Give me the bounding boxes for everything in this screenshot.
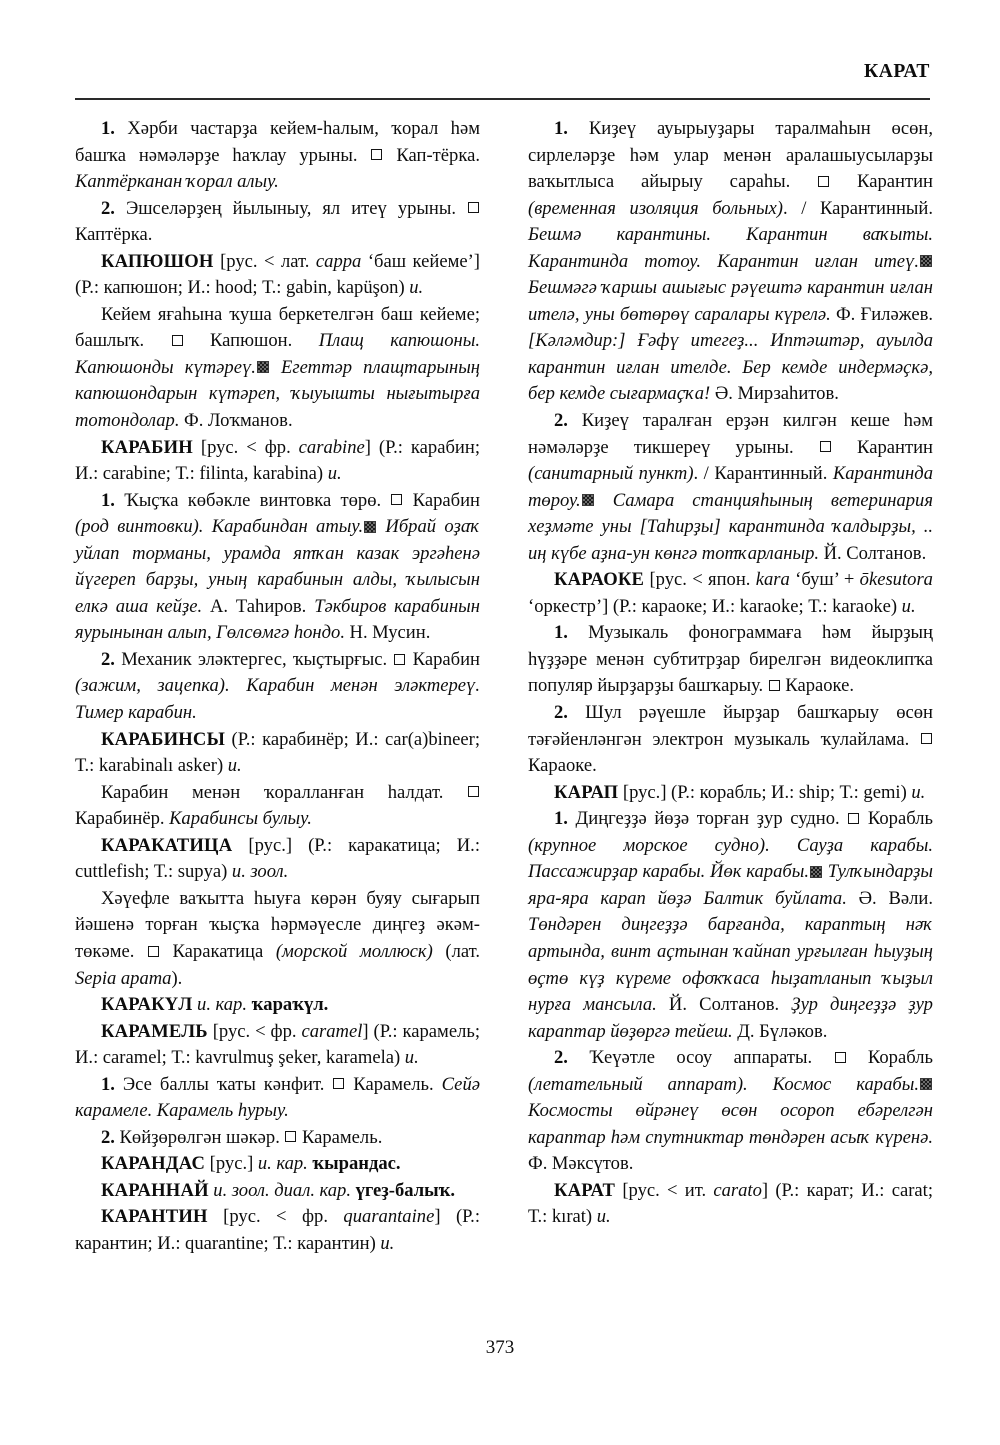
- entry-italic-text: Самара станцияһының ветеринария хеҙмәте уны [Таһирҙы] карантинда ҡалдырҙы, .. иң күбе аҙна-ун көнгә тотҡарланыр.: [528, 489, 933, 564]
- entry-text: ] (Р.: карабин; И.: carabine; Т.: filinta, karabina): [75, 436, 480, 485]
- dictionary-entry: [75, 727, 480, 780]
- entry-text: А. Таһиров.: [202, 595, 315, 617]
- entry-text: Н. Мусин.: [345, 622, 431, 644]
- open-square-marker-icon: [172, 335, 183, 346]
- right-column: [528, 116, 933, 1258]
- entry-text: Механик эләктергес, ҡыҫтырғыс.: [114, 648, 394, 670]
- entry-text: . / Карантинный.: [693, 463, 833, 485]
- entry-text: [рус. < фр.: [207, 1206, 344, 1228]
- running-head-title: КАРАТ: [863, 61, 930, 82]
- entry-text: Ф. Мәксүтов.: [528, 1153, 634, 1175]
- entry-text: Корабль: [860, 808, 933, 830]
- entry-italic-text: carabine: [298, 436, 365, 458]
- entry-italic-text: (временная изоляция больных): [528, 197, 783, 219]
- left-column: [75, 116, 480, 1258]
- sense-number: 2.: [101, 648, 115, 670]
- entry-text: Капюшон.: [183, 330, 319, 352]
- entry-italic-text: (морской моллюск): [275, 940, 433, 962]
- dictionary-sense: [75, 1125, 480, 1152]
- entry-headword: КАРАКАТИЦА: [101, 834, 233, 856]
- entry-headword: КАРАНДАС: [101, 1153, 206, 1175]
- entry-text: Көйҙөрөлгән шәкәр.: [114, 1126, 285, 1148]
- entry-italic-text: и.: [596, 1206, 611, 1228]
- open-square-marker-icon: [394, 654, 405, 665]
- sense-number: 1.: [554, 808, 568, 830]
- entry-italic-text: и.: [911, 781, 926, 803]
- entry-text: Киҙеү таралған ерҙән килгән кеше һәм нәмәләрҙе тикшереү урыны.: [528, 410, 933, 458]
- entry-italic-text: Космосты өйрәнеү өсөн осороп ебәрелгән караптар һәм спутниктар төндәрен асыҡ күренә.: [528, 1100, 933, 1148]
- entry-headword: КАРАБИНСЫ: [101, 728, 226, 750]
- dictionary-sense: [75, 886, 480, 992]
- entry-italic-text: (крупное морское судно). Сауҙа карабы. Пассажирҙар карабы. Йөк карабы.: [528, 834, 933, 883]
- entry-italic-text: и. кар.: [192, 994, 252, 1016]
- open-square-marker-icon: [468, 786, 479, 797]
- entry-text: Ф. Ғиләжев.: [830, 303, 934, 325]
- dictionary-entry: [528, 567, 933, 620]
- sense-number: 2.: [554, 702, 568, 724]
- dictionary-sense: [75, 1072, 480, 1125]
- dictionary-sense: [75, 116, 480, 196]
- entry-italic-text: Төндәрен диңгеҙҙә барғанда, караптың нәҡ артында, винт аҫтынан ҡайнап урғылған һыуҙың өҫтө күҙ күреме офоҡҡаса һыҙатланып ҡыҙыл нурға мансыла.: [528, 914, 933, 1016]
- entry-italic-text: Плащ капюшоны. Капюшонды күтәреү.: [75, 330, 480, 378]
- entry-italic-text: Тулҡындарҙы яра-яра карап йөҙә Балтик буйлата.: [528, 861, 933, 909]
- dictionary-sense: [528, 620, 933, 700]
- entry-italic-text: Сейә карамеле. Карамель һурыу.: [75, 1073, 480, 1122]
- entry-text: [рус. < ит.: [615, 1179, 714, 1201]
- entry-text: ] (Р.: карамель; И.: caramel; Т.: kavrulmuş şeker, karamela): [75, 1020, 480, 1069]
- entry-text: . / Карантинный.: [782, 197, 933, 219]
- entry-text: [рус.] (Р.: корабль; И.: ship; Т.: gemi): [618, 781, 912, 803]
- entry-headword: КАРАМЕЛЬ: [101, 1020, 208, 1042]
- filled-square-marker-icon: [257, 361, 269, 373]
- open-square-marker-icon: [818, 176, 829, 187]
- entry-text: Хәүефле ваҡытта һыуға көрән буяу сығарып йәшенә торған ҡыҫҡа һәрмәүесле диңгеҙ әкәм-төкәме.: [75, 887, 480, 962]
- dictionary-entry: [75, 992, 480, 1019]
- dictionary-entry: [75, 1178, 480, 1205]
- entry-italic-text: Каптёрканан ҡорал алыу.: [75, 171, 279, 193]
- entry-italic-text: Бешмә карантины. Карантин ваҡыты. Карантинда тотоу. Карантин иғлан итеү.: [528, 224, 933, 272]
- entry-headword: КАРАНТИН: [101, 1206, 208, 1228]
- entry-italic-text: и.: [901, 595, 916, 617]
- sense-number: 1.: [554, 622, 568, 644]
- entry-italic-text: Егеттәр плащтарының капюшондарын күтәреп, ҡыуышты нығытырға тотондолар.: [75, 356, 481, 432]
- filled-square-marker-icon: [920, 1078, 932, 1090]
- dictionary-entry: [528, 780, 933, 807]
- running-head: [75, 60, 930, 102]
- entry-headword: КАРАП: [554, 781, 619, 803]
- entry-italic-text: Sepia apama: [75, 967, 172, 989]
- entry-italic-text: и.: [404, 1047, 419, 1069]
- dictionary-sense: [528, 806, 933, 1045]
- entry-text: ‘оркестр’] (Р.: караоке; И.: karaoke; Т.: karaoke): [528, 595, 902, 617]
- entry-headword: КАРАТ: [554, 1179, 616, 1201]
- dictionary-entry: [75, 249, 480, 302]
- entry-headword: КАРАКҮЛ: [101, 994, 193, 1016]
- entry-text: Карантин: [831, 436, 933, 458]
- entry-text: ).: [171, 967, 183, 989]
- entry-text: Карабин менән ҡоралланған һалдат.: [101, 781, 467, 803]
- filled-square-marker-icon: [582, 494, 594, 506]
- entry-text: Караоке.: [780, 675, 855, 697]
- entry-italic-text: (санитарный пункт): [528, 463, 694, 485]
- entry-italic-text: (зажим, зацепка). Карабин менән эләктереү. Тимер карабин.: [75, 675, 480, 724]
- entry-text: Карамель.: [297, 1126, 383, 1148]
- entry-bold-reference: ҡырандас.: [312, 1153, 401, 1175]
- entry-headword: КАРАБИН: [101, 436, 193, 458]
- entry-text: ‘баш кейеме’] (Р.: капюшон; И.: hood; Т.: gabin, kapüşon): [75, 250, 480, 299]
- entry-italic-text: Ибрай оҙаҡ уйлап торманы, урамда ятҡан казак эргәһенә йүгереп барҙы, уның карабинын алды, ҡылысын елкә аша кейҙе.: [75, 516, 480, 617]
- entry-text: Ә. Вәли.: [846, 887, 933, 909]
- entry-italic-text: ōkesutora: [859, 569, 933, 591]
- sense-number: 1.: [101, 118, 115, 139]
- entry-italic-text: Бешмәгә ҡаршы ашығыс рәүештә карантин иғлан ителә, уны бөтөрөү саралары күрелә.: [528, 277, 933, 325]
- entry-text: (Р.: карабинёр; И.: car(a)bineer; Т.: karabinalı asker): [75, 728, 480, 777]
- sense-number: 1.: [101, 489, 115, 511]
- entry-text: [рус. < фр.: [207, 1020, 302, 1042]
- open-square-marker-icon: [148, 946, 159, 957]
- entry-text: Диңгеҙҙә йөҙә торған ҙур судно.: [567, 808, 848, 830]
- open-square-marker-icon: [333, 1078, 344, 1089]
- entry-italic-text: и.: [327, 463, 342, 485]
- open-square-marker-icon: [921, 733, 932, 744]
- dictionary-sense: [75, 196, 480, 249]
- entry-italic-text: kara: [755, 569, 790, 591]
- entry-italic-text: Ҙур диңгеҙҙә ҙур караптар йөҙөргә тейеш.: [528, 994, 933, 1042]
- entry-text: Киҙеү ауырыуҙары таралмаһын өсөн, сирлеләрҙе һәм улар менән аралашыусыларҙы ваҡытлыса айырыу сараһы.: [528, 118, 933, 193]
- entry-text: [рус.] (Р.: каракатица; И.: cuttlefish; Т.: supya): [75, 834, 480, 883]
- entry-italic-text: Карабинсы булыу.: [169, 808, 312, 830]
- entry-text: Шул рәүешле йырҙар башҡарыу өсөн тәғәйенләнгән электрон музыкаль ҡулайлама.: [528, 702, 933, 750]
- filled-square-marker-icon: [364, 521, 376, 533]
- dictionary-entry: [75, 435, 480, 488]
- entry-text: Й. Солтанов.: [656, 994, 792, 1016]
- entry-text: ‘буш’ +: [789, 569, 860, 591]
- entry-text: ] (Р.: карат; И.: carat; Т.: kırat): [528, 1179, 933, 1228]
- entry-italic-text: cappa: [315, 250, 362, 272]
- open-square-marker-icon: [391, 494, 402, 505]
- entry-headword: КАРАННАЙ: [101, 1179, 209, 1201]
- two-column-body: [75, 116, 933, 1258]
- entry-text: Эшселәрҙең йылыныу, ял итеү урыны.: [114, 197, 467, 219]
- dictionary-entry: [75, 1204, 480, 1257]
- entry-text: Кап-тёрка.: [383, 144, 481, 166]
- entry-bold-reference: ҡараҡүл.: [251, 994, 329, 1016]
- dictionary-entry: [528, 1178, 933, 1231]
- entry-text: Каптёрка.: [75, 224, 153, 246]
- entry-italic-text: quarantaine: [343, 1206, 435, 1228]
- dictionary-entry: [75, 1151, 480, 1178]
- entry-text: [рус. < фр.: [192, 436, 299, 458]
- entry-italic-text: (летательный аппарат). Космос карабы.: [528, 1073, 919, 1095]
- entry-text: ] (Р.: карантин; И.: quarantine; Т.: карантин): [75, 1206, 480, 1254]
- dictionary-sense: [528, 116, 933, 408]
- open-square-marker-icon: [371, 149, 382, 160]
- entry-text: Карабин: [406, 648, 480, 670]
- dictionary-sense: [75, 302, 480, 435]
- entry-text: Карамель.: [345, 1073, 442, 1095]
- dictionary-sense: [528, 700, 933, 780]
- entry-text: [рус. < япон.: [644, 569, 756, 591]
- dictionary-sense: [75, 647, 480, 727]
- page-number: 373: [485, 1337, 515, 1358]
- entry-text: Хәрби частарҙа кейем-һалым, ҡорал һәм башҡа нәмәләрҙе һаҡлау урыны.: [75, 118, 480, 166]
- entry-text: Эсе баллы ҡаты кәнфит.: [114, 1073, 333, 1095]
- dictionary-sense: [75, 780, 480, 833]
- entry-italic-text: [Кәләмдир:] Ғәфү итегеҙ... Иптәштәр, ауылда карантин иғлан ителде. Бер кемде индермәҫкә, бер кемде сығармаҫҡа!: [528, 330, 933, 405]
- entry-text: Ҡыҫҡа көбәкле винтовка төрө.: [114, 489, 391, 511]
- entry-italic-text: carato: [713, 1179, 762, 1201]
- dictionary-sense: [528, 1045, 933, 1178]
- open-square-marker-icon: [835, 1052, 846, 1063]
- filled-square-marker-icon: [810, 866, 822, 878]
- header-rule: [75, 98, 930, 100]
- entry-text: Корабль: [846, 1047, 933, 1069]
- entry-italic-text: и.: [227, 755, 242, 777]
- entry-italic-text: (род винтовки). Карабиндан атыу.: [75, 516, 364, 538]
- dictionary-sense: [528, 408, 933, 567]
- sense-number: 1.: [101, 1073, 115, 1095]
- entry-text: Карабинёр.: [75, 808, 170, 830]
- entry-text: Ә. Мирзаһитов.: [710, 383, 839, 405]
- entry-italic-text: и.: [380, 1232, 395, 1254]
- entry-italic-text: Карантинда төроу.: [528, 463, 933, 511]
- entry-text: Музыкаль фонограммаға һәм йырҙың һүҙҙәре менән субтитрҙар бирелгән видеоклипҡа популяр йырҙарҙы башҡарыу.: [528, 622, 933, 697]
- entry-text: Й. Солтанов.: [819, 542, 927, 564]
- sense-number: 2.: [554, 410, 568, 432]
- open-square-marker-icon: [769, 680, 780, 691]
- sense-number: 2.: [101, 197, 115, 219]
- sense-number: 2.: [101, 1126, 115, 1148]
- entry-italic-text: caramel: [301, 1020, 363, 1042]
- entry-text: [рус.]: [205, 1153, 258, 1175]
- dictionary-entry: [75, 1019, 480, 1072]
- entry-italic-text: и. кар.: [257, 1153, 313, 1175]
- entry-headword: КАРАОКЕ: [554, 569, 645, 591]
- entry-text: Ф. Лоҡманов.: [179, 410, 293, 432]
- entry-italic-text: и.: [409, 277, 424, 299]
- dictionary-sense: [75, 488, 480, 647]
- open-square-marker-icon: [848, 813, 859, 824]
- entry-italic-text: и. зоол. диал. кар.: [208, 1179, 356, 1201]
- entry-text: Каракатица: [159, 940, 276, 962]
- entry-text: [рус. < лат.: [213, 250, 316, 272]
- sense-number: 2.: [554, 1047, 568, 1069]
- entry-text: Караоке.: [528, 755, 597, 777]
- entry-text: Карантин: [830, 171, 933, 193]
- open-square-marker-icon: [820, 441, 831, 452]
- entry-text: Карабин: [403, 489, 480, 511]
- filled-square-marker-icon: [920, 255, 932, 267]
- sense-number: 1.: [554, 118, 568, 139]
- entry-bold-reference: үгеҙ-балыҡ.: [355, 1179, 456, 1201]
- dictionary-entry: [75, 833, 480, 886]
- entry-italic-text: и. зоол.: [231, 861, 289, 883]
- entry-text: Кейем яғаһына ҡуша беркетелгән баш кейеме; башлыҡ.: [75, 303, 480, 352]
- open-square-marker-icon: [285, 1131, 296, 1142]
- entry-headword: КАПЮШОН: [101, 250, 214, 272]
- entry-text: (лат.: [432, 940, 480, 962]
- open-square-marker-icon: [468, 202, 479, 213]
- entry-text: Ҡеүәтле осоу аппараты.: [567, 1047, 834, 1069]
- entry-italic-text: Тәкбиров карабинын яурынынан алып, Гөлсөмгә һондо.: [75, 595, 480, 644]
- entry-text: Д. Бүләков.: [732, 1020, 828, 1042]
